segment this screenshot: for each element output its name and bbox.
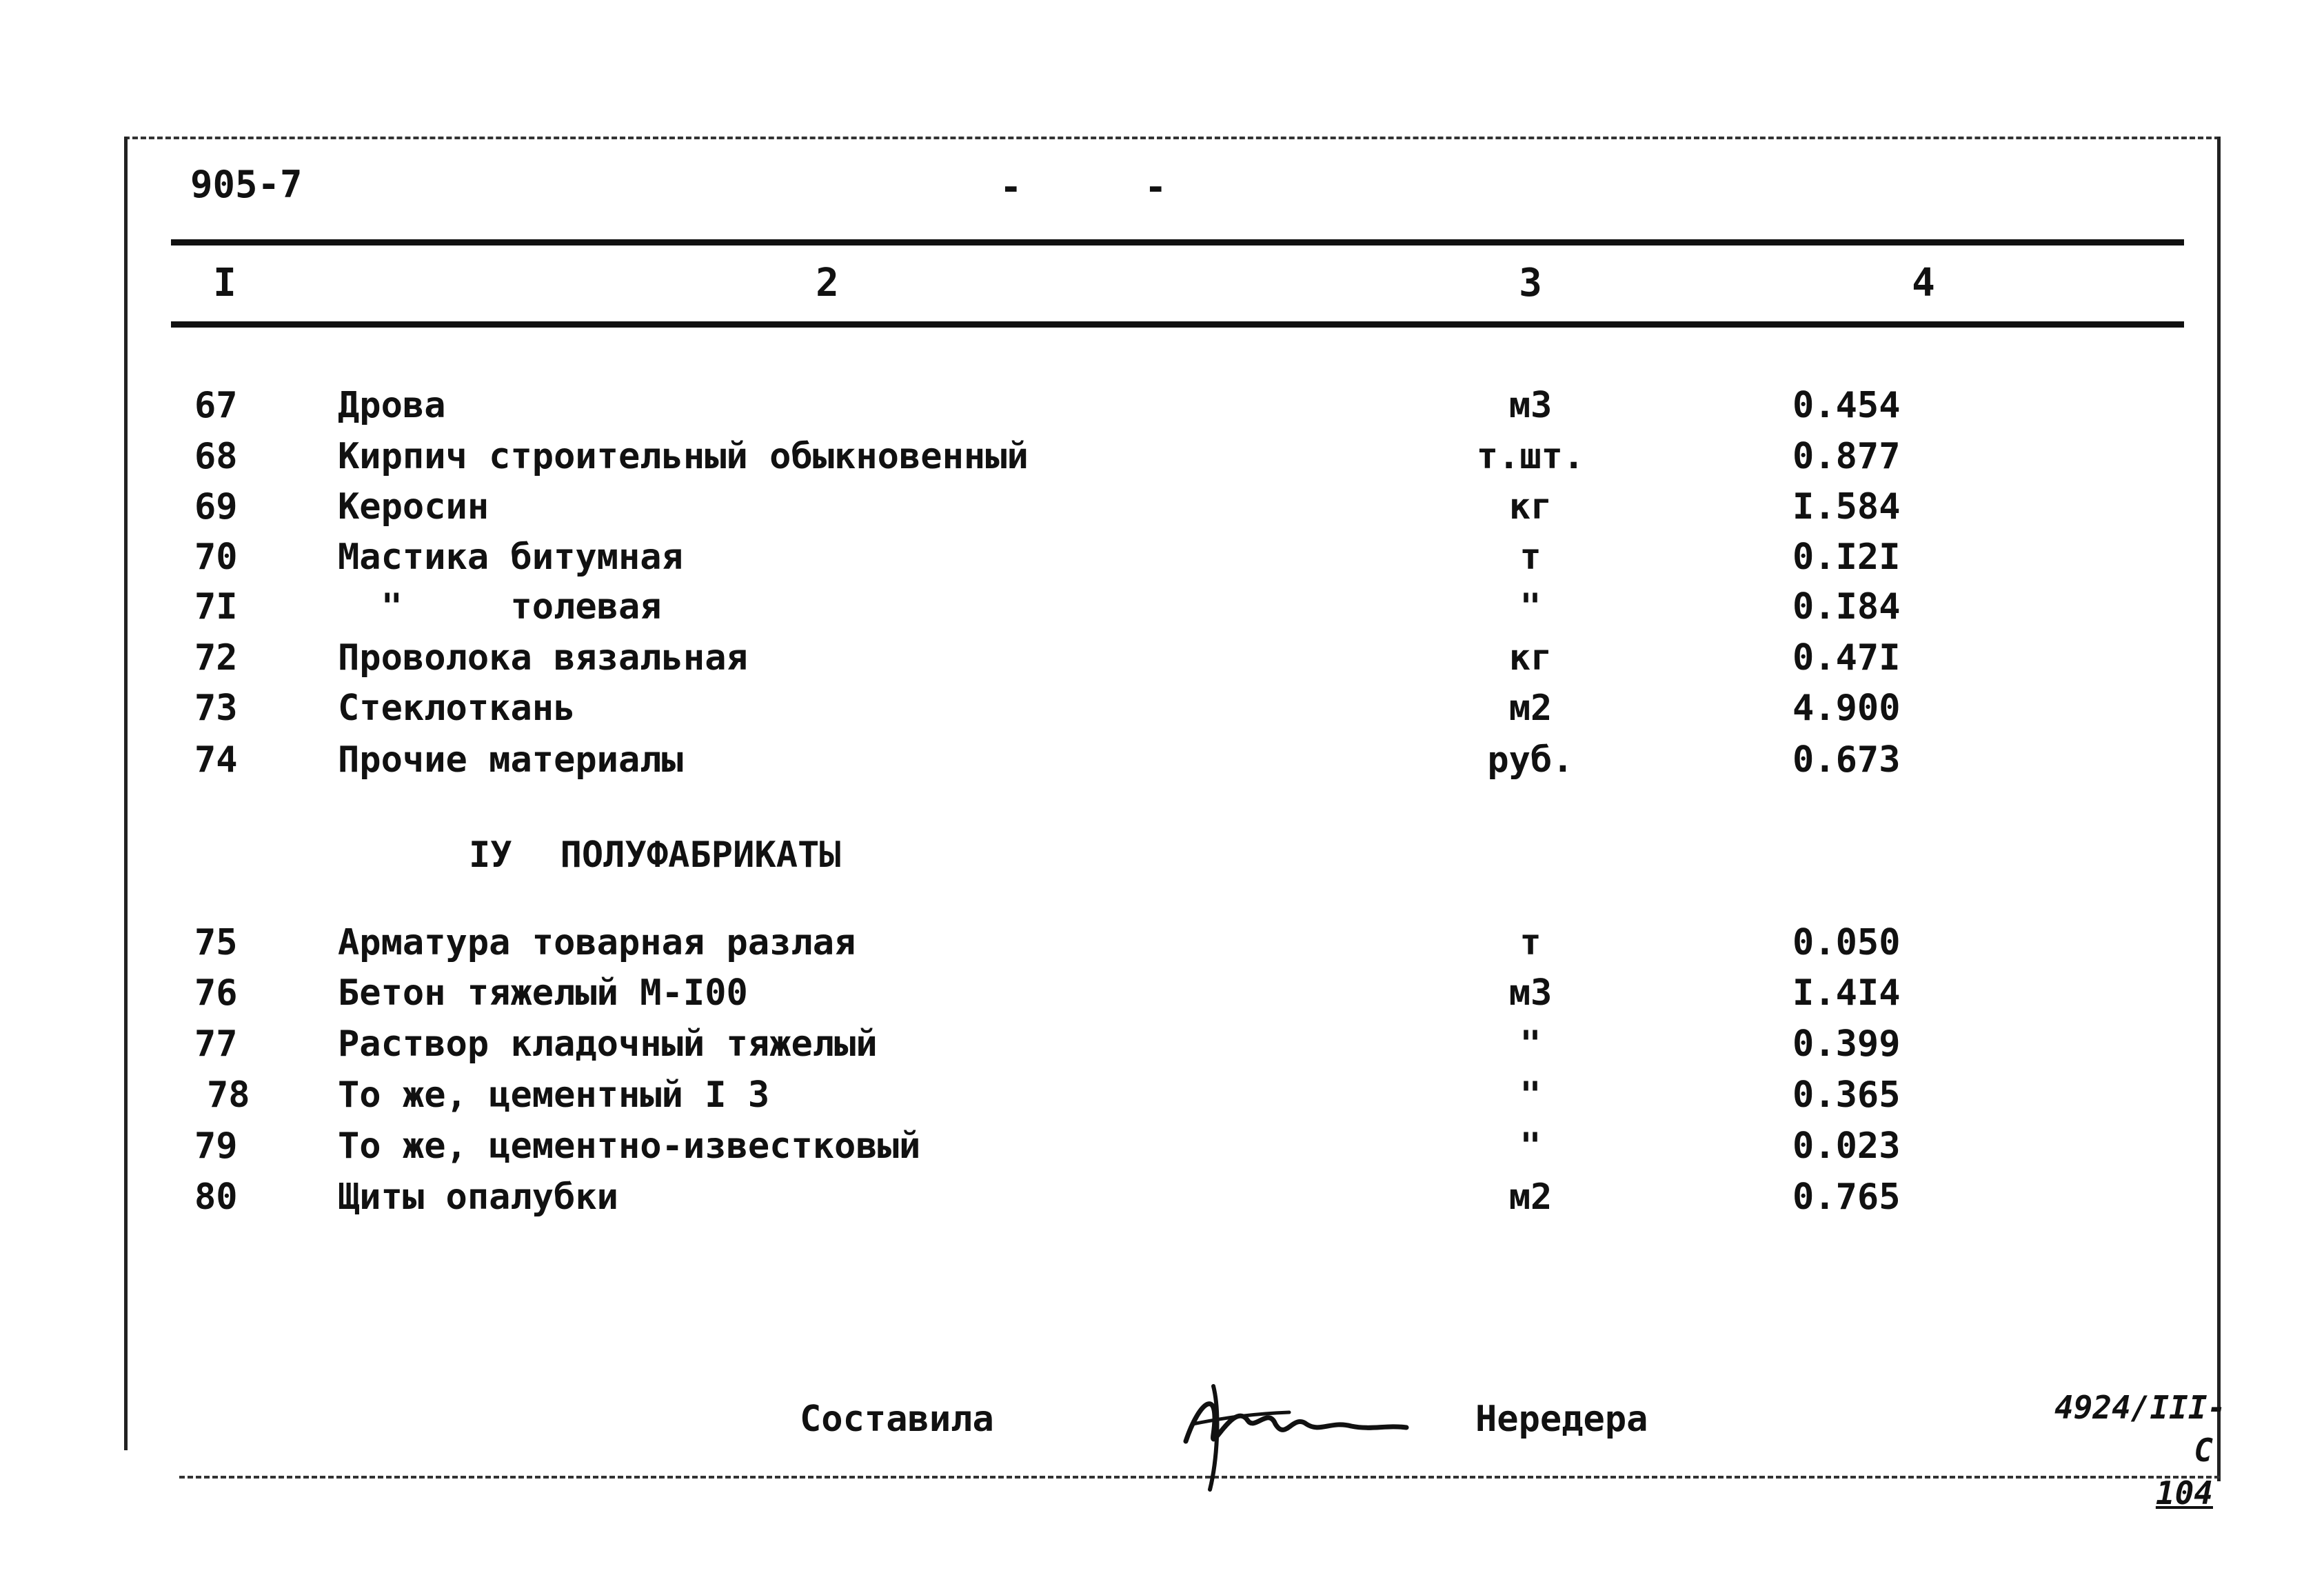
row-unit: руб. [1487, 739, 1574, 781]
table-row [0, 385, 2324, 436]
row-unit: т [1519, 922, 1542, 963]
section-title: ПОЛУФАБРИКАТЫ [560, 834, 841, 876]
row-unit: " [1519, 1023, 1542, 1065]
table-row [0, 486, 2324, 537]
row-value: 0.050 [1792, 922, 1901, 963]
row-value: 0.673 [1792, 739, 1901, 781]
row-name: Щиты опалубки [338, 1176, 618, 1218]
table-row [0, 922, 2324, 973]
frame-right-border [2217, 137, 2221, 1481]
sheet-number: 104 [2155, 1474, 2213, 1512]
row-unit: кг [1508, 486, 1553, 528]
inventory-stamp [2054, 1386, 2227, 1514]
row-value: 0.454 [1792, 385, 1901, 426]
row-number: 78 [207, 1074, 250, 1116]
row-unit: м2 [1508, 1176, 1553, 1218]
frame-left-border [124, 137, 128, 1450]
row-name: Бетон тяжелый М-I00 [338, 972, 748, 1014]
row-unit: т.шт. [1476, 436, 1585, 477]
table-row [0, 1176, 2324, 1228]
row-name: Кирпич строительный обыкновенный [338, 436, 1029, 477]
row-unit: м3 [1508, 972, 1553, 1014]
row-number: 79 [194, 1125, 238, 1167]
table-row [0, 1074, 2324, 1125]
table-row [0, 972, 2324, 1023]
row-value: 0.47I [1792, 637, 1901, 679]
row-number: 74 [194, 739, 238, 781]
row-name: Арматура товарная разлая [338, 922, 856, 963]
section-heading [469, 834, 841, 876]
column-header-1: I [213, 261, 236, 305]
signature-icon [1172, 1359, 1420, 1496]
row-number: 7I [194, 586, 238, 628]
table-row [0, 637, 2324, 688]
row-name: То же, цементно-известковый [338, 1125, 921, 1167]
row-value: 0.877 [1792, 436, 1901, 477]
table-header-top-rule [171, 239, 2184, 246]
table-header-bottom-rule [171, 321, 2184, 328]
row-value: 0.399 [1792, 1023, 1901, 1065]
column-header-4: 4 [1912, 261, 1935, 305]
table-row [0, 1125, 2324, 1176]
section-roman-number: IУ [469, 834, 512, 876]
row-value: 0.365 [1792, 1074, 1901, 1116]
row-unit: м2 [1508, 688, 1553, 729]
row-name: Керосин [338, 486, 489, 528]
row-name: То же, цементный I 3 [338, 1074, 770, 1116]
row-name: Проволока вязальная [338, 637, 748, 679]
row-unit: " [1519, 1125, 1542, 1167]
column-header-3: 3 [1519, 261, 1542, 305]
row-unit: м3 [1508, 385, 1553, 426]
table-row [0, 739, 2324, 790]
row-number: 73 [194, 688, 238, 729]
row-value: 0.765 [1792, 1176, 1901, 1218]
row-value: 0.I2I [1792, 537, 1901, 578]
table-row [0, 537, 2324, 588]
row-number: 80 [194, 1176, 238, 1218]
table-row [0, 1023, 2324, 1074]
frame-top-border [124, 137, 2220, 139]
row-unit: т [1519, 537, 1542, 578]
inventory-code: 4924/III-С [2054, 1389, 2227, 1469]
row-unit: кг [1508, 637, 1553, 679]
row-value: 0.I84 [1792, 586, 1901, 628]
row-unit: " [1519, 586, 1542, 628]
row-name: " толевая [338, 586, 662, 628]
composer-name: Нередера [1475, 1399, 1648, 1440]
row-name: Раствор кладочный тяжелый [338, 1023, 878, 1065]
table-row [0, 688, 2324, 739]
row-number: 70 [194, 537, 238, 578]
row-name: Дрова [338, 385, 446, 426]
row-value: 4.900 [1792, 688, 1901, 729]
table-row [0, 586, 2324, 637]
composed-by-label: Составила [800, 1399, 994, 1440]
row-name: Прочие материалы [338, 739, 683, 781]
row-number: 75 [194, 922, 238, 963]
row-name: Стеклоткань [338, 688, 576, 729]
row-number: 67 [194, 385, 238, 426]
row-value: I.4I4 [1792, 972, 1901, 1014]
header-dash-mark: - [1000, 166, 1022, 209]
row-number: 76 [194, 972, 238, 1014]
row-number: 77 [194, 1023, 238, 1065]
row-unit: " [1519, 1074, 1542, 1116]
document-code: 905-7 [190, 163, 303, 206]
row-number: 69 [194, 486, 238, 528]
row-number: 68 [194, 436, 238, 477]
row-value: I.584 [1792, 486, 1901, 528]
table-row [0, 436, 2324, 487]
row-number: 72 [194, 637, 238, 679]
row-name: Мастика битумная [338, 537, 683, 578]
row-value: 0.023 [1792, 1125, 1901, 1167]
header-dash-mark: - [1144, 166, 1167, 209]
column-header-2: 2 [816, 261, 839, 305]
